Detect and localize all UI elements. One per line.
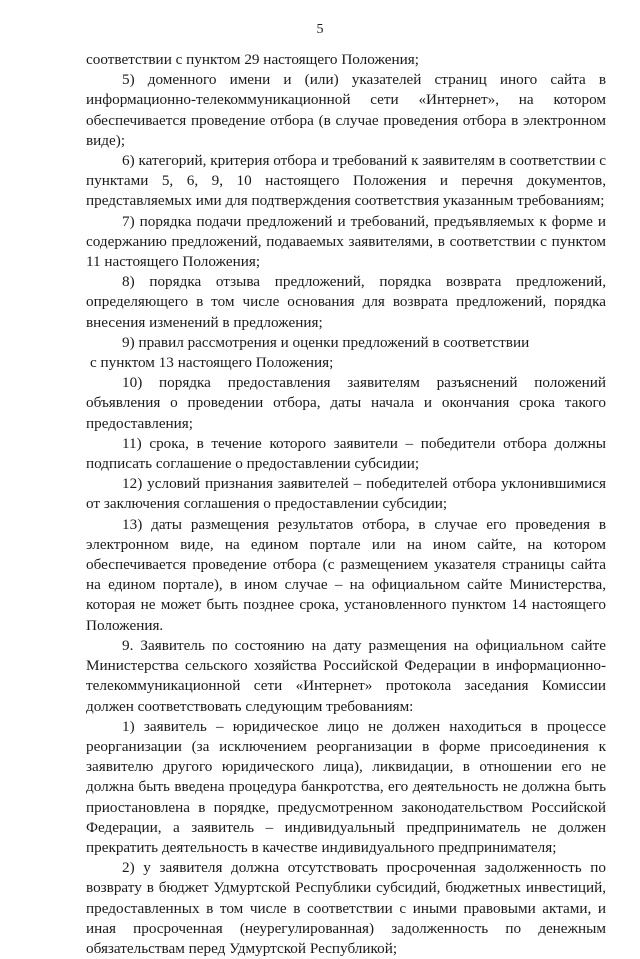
paragraph-item-12: 12) условий признания заявителей – победителей отбора уклонившимися от заключения соглашения о предоставлении субсидии; — [86, 475, 606, 513]
paragraph-item-10: 10) порядка предоставления заявителям разъяснений положений объявления о проведении отбора, даты начала и окончания срока такого предоставления; — [86, 374, 606, 432]
paragraph-requirement-1: 1) заявитель – юридическое лицо не должен находиться в процессе реорганизации (за исключением реорганизации в форме присоединения к заявителю другого юридического лица), ликвидации, в отношении его не должна быть введена процедура банкротства, его деятельность не должна быть приостановлена в порядке, предусмотренном законодательством Российской Федерации, а заявитель – индивидуальный предприниматель не должен прекратить деятельность в качестве индивидуального предпринимателя; — [86, 717, 606, 856]
paragraph-item-11: 11) срока, в течение которого заявители – победители отбора должны подписать соглашение о предоставлении субсидии; — [86, 434, 606, 473]
paragraph-item-7: 7) порядка подачи предложений и требований, предъявляемых к форме и содержанию предложений, подаваемых заявителями, в соответствии с пунктом 11 настоящего Положения; — [86, 212, 606, 271]
page-number: 5 — [316, 22, 324, 37]
paragraph-requirement-2: 2) у заявителя должна отсутствовать просроченная задолженность по возврату в бюджет Удмуртской Республики субсидий, бюджетных инвестиций, предоставленных в том числе в соответствии с иными правовыми актами, и иная просроченная (неурегулированная) задолженность по денежным обязательствам перед Удмуртской Республикой; — [86, 859, 606, 957]
paragraph-item-5: 5) доменного имени и (или) указателей страниц иного сайта в информационно-телекоммуникационной сети «Интернет», на котором обеспечивается проведение отбора (в случае проведения отбора в электронном виде); — [86, 71, 606, 149]
paragraph-item-9-continuation: с пунктом 13 настоящего Положения; — [90, 354, 334, 372]
paragraph-item-9: 9) правил рассмотрения и оценки предложений в соответствии — [122, 333, 530, 351]
paragraph-item-13: 13) даты размещения результатов отбора, в случае его проведения в электронном виде, на едином портале или на ином сайте, на котором обеспечивается проведение отбора (с размещением указателя страницы сайта на едином портале), в ином случае – на официальном сайте Министерства, которая не может быть позднее срока, установленного пунктом 14 настоящего Положения. — [86, 515, 606, 634]
paragraph-item-6: 6) категорий, критерия отбора и требований к заявителям в соответствии с пунктами 5, 6, 9, 10 настоящего Положения и перечня документов, представляемых ими для подтверждения соответствия указанным требованиям; — [86, 152, 606, 210]
paragraph-continuation: соответствии с пунктом 29 настоящего Положения; — [86, 51, 419, 68]
paragraph-item-8: 8) порядка отзыва предложений, порядка возврата предложений, определяющего в том числе основания для возврата предложений, порядка внесения изменений в предложения; — [86, 273, 606, 331]
document-body — [86, 50, 606, 959]
paragraph-section-9: 9. Заявитель по состоянию на дату размещения на официальном сайте Министерства сельского хозяйства Российской Федерации в информационно-телекоммуникационной сети «Интернет» протокола заседания Комиссии должен соответствовать следующим требованиям: — [86, 636, 606, 715]
